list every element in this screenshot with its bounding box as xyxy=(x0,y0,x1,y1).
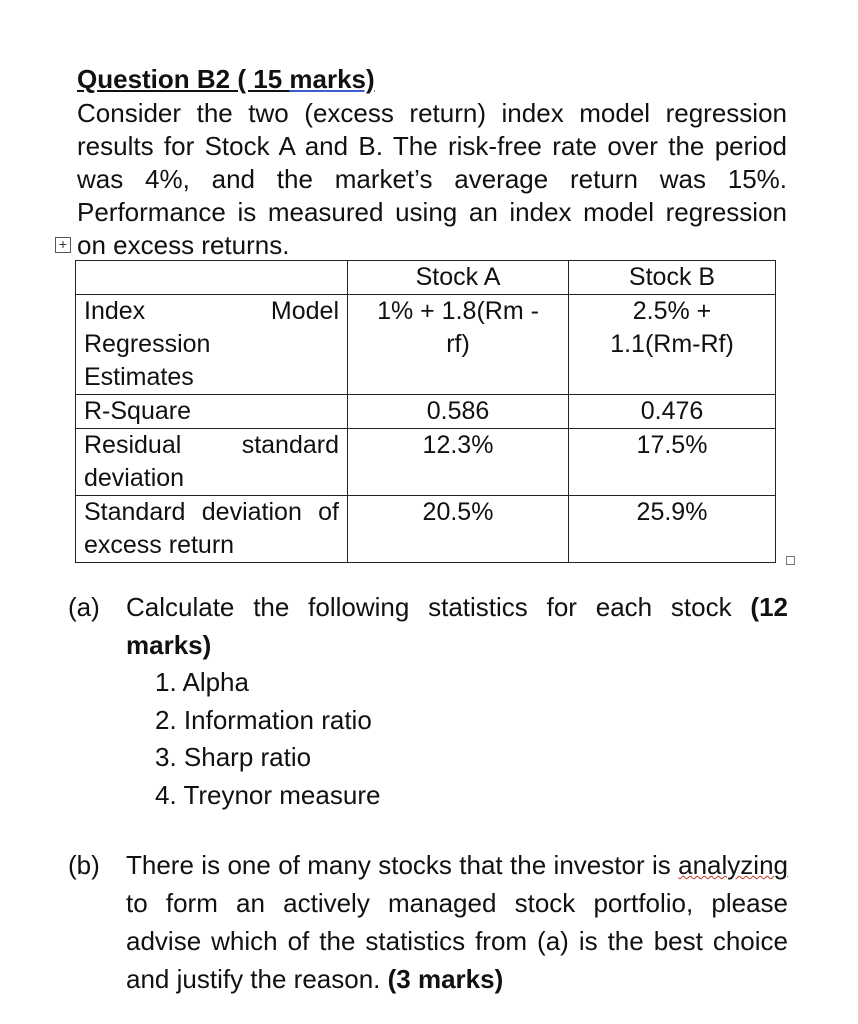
table-row xyxy=(76,295,776,395)
cell-stock-a-r-square: 0.586 xyxy=(348,395,569,429)
part-a xyxy=(68,588,788,664)
part-b xyxy=(68,846,788,998)
regression-table xyxy=(75,260,776,563)
statistics-list xyxy=(155,664,380,814)
part-b-text-end: to form an actively managed stock portfolio, please advise which of the statistics from (a) is the best choice and justify the reason. xyxy=(126,888,788,994)
cell-stock-a-excess-sd: 20.5% xyxy=(348,496,569,563)
part-a-body xyxy=(126,588,788,664)
question-heading xyxy=(77,63,375,95)
table-header-stock-b: Stock B xyxy=(569,261,776,295)
part-a-marks: (12 marks) xyxy=(126,592,788,660)
question-heading-marks-word: marks) xyxy=(289,64,375,94)
spellcheck-flagged-word[interactable]: analyzing xyxy=(678,850,788,880)
row-label-model: Model xyxy=(270,297,339,325)
table-row xyxy=(76,395,776,429)
row-label-rest: Regression Estimates xyxy=(84,330,211,391)
table-row xyxy=(76,496,776,563)
cell-stock-a-residual-sd: 12.3% xyxy=(348,429,569,496)
part-a-text: Calculate the following statistics for each stock xyxy=(126,592,751,622)
part-b-marks: (3 marks) xyxy=(387,964,504,994)
list-item: 3. Sharp ratio xyxy=(155,742,312,772)
list-item: 1. Alpha xyxy=(155,667,249,697)
cell-stock-b-r-square: 0.476 xyxy=(569,395,776,429)
table-resize-handle-icon[interactable] xyxy=(786,556,795,565)
cell-stock-b-model-text: 2.5% + 1.1(Rm-Rf) xyxy=(610,297,734,358)
row-label-residual-sd xyxy=(76,429,348,496)
cell-stock-a-model-text: 1% + 1.8(Rm - rf) xyxy=(377,297,539,358)
cell-stock-b-excess-sd: 25.9% xyxy=(569,496,776,563)
part-b-label: (b) xyxy=(68,850,100,880)
row-label-excess-sd xyxy=(76,496,348,563)
question-intro: Consider the two (excess return) index model regression results for Stock A and B. The risk-free rate over the period was 4%, and the market’s average return was 15%. Performance is measured using an index model regression on excess returns. xyxy=(77,98,787,260)
cell-stock-a-model xyxy=(348,295,569,395)
question-heading-prefix: Question B2 ( 15 xyxy=(77,64,290,94)
row-label-index-model xyxy=(76,295,348,395)
table-row xyxy=(76,429,776,496)
part-b-body xyxy=(126,846,788,998)
row-label-line1 xyxy=(84,295,339,328)
part-b-text-start: There is one of many stocks that the investor is xyxy=(126,850,679,880)
list-item: 2. Information ratio xyxy=(155,704,372,735)
row-label-r-square: R-Square xyxy=(76,395,348,429)
cell-stock-b-residual-sd: 17.5% xyxy=(569,429,776,496)
table-header-empty xyxy=(76,261,348,295)
row-label-index: Index xyxy=(84,297,146,325)
table-header-stock-a: Stock A xyxy=(348,261,569,295)
table-move-handle-icon[interactable]: + xyxy=(55,237,71,253)
row-label-excess-sd-text: Standard deviation of excess return xyxy=(84,498,339,559)
row-label-residual-sd-text: Residual standard deviation xyxy=(84,431,339,492)
table-header-row xyxy=(76,261,776,295)
part-a-label: (a) xyxy=(68,592,100,622)
list-item: 4. Treynor measure xyxy=(155,779,381,810)
cell-stock-b-model xyxy=(569,295,776,395)
